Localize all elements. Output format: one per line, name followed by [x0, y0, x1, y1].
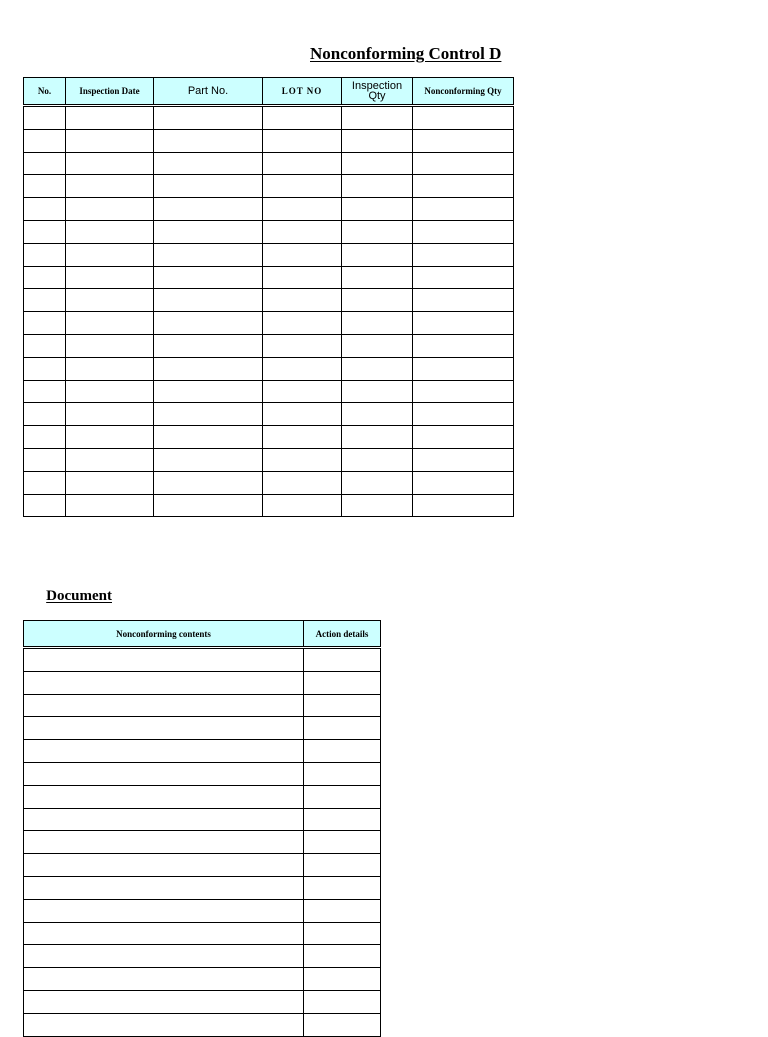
table-cell[interactable] — [342, 129, 413, 152]
table-cell[interactable] — [342, 426, 413, 449]
table-row — [24, 175, 514, 198]
table-cell[interactable] — [66, 312, 154, 335]
table-row — [24, 243, 514, 266]
table-cell[interactable] — [304, 648, 381, 672]
table-cell[interactable] — [413, 357, 514, 380]
table-cell[interactable] — [413, 220, 514, 243]
table-cell[interactable] — [24, 220, 66, 243]
table-cell[interactable] — [24, 471, 66, 494]
table-cell[interactable] — [263, 289, 342, 312]
table-row — [24, 471, 514, 494]
table-cell[interactable] — [154, 243, 263, 266]
table-cell[interactable] — [342, 312, 413, 335]
table-cell[interactable] — [154, 494, 263, 517]
table-cell[interactable] — [263, 357, 342, 380]
table-cell[interactable] — [24, 266, 66, 289]
table-cell[interactable] — [24, 648, 304, 672]
table-row — [24, 968, 381, 991]
table-row — [24, 403, 514, 426]
table-cell[interactable] — [263, 175, 342, 198]
table-cell[interactable] — [66, 175, 154, 198]
table-cell[interactable] — [342, 266, 413, 289]
table-cell[interactable] — [154, 312, 263, 335]
table-row — [24, 740, 381, 763]
table-cell[interactable] — [263, 129, 342, 152]
table-cell[interactable] — [342, 175, 413, 198]
table-cell[interactable] — [24, 448, 66, 471]
table-cell[interactable] — [24, 106, 66, 130]
table-cell[interactable] — [154, 448, 263, 471]
table-cell[interactable] — [66, 494, 154, 517]
table-cell[interactable] — [413, 266, 514, 289]
table-cell[interactable] — [263, 448, 342, 471]
table-cell[interactable] — [24, 717, 304, 740]
table-row — [24, 945, 381, 968]
table-cell[interactable] — [24, 403, 66, 426]
table-cell[interactable] — [24, 426, 66, 449]
table-cell[interactable] — [154, 289, 263, 312]
table-cell[interactable] — [154, 175, 263, 198]
table-cell[interactable] — [342, 448, 413, 471]
table-cell[interactable] — [66, 334, 154, 357]
table-cell[interactable] — [66, 471, 154, 494]
table-cell[interactable] — [342, 357, 413, 380]
table-cell[interactable] — [24, 243, 66, 266]
table-cell[interactable] — [24, 175, 66, 198]
table-cell[interactable] — [263, 380, 342, 403]
table-cell[interactable] — [342, 289, 413, 312]
table-cell[interactable] — [304, 762, 381, 785]
table-cell[interactable] — [413, 312, 514, 335]
table-cell[interactable] — [304, 899, 381, 922]
table-cell[interactable] — [413, 334, 514, 357]
table-cell[interactable] — [66, 129, 154, 152]
table-cell[interactable] — [24, 671, 304, 694]
table-cell[interactable] — [304, 740, 381, 763]
table-cell[interactable] — [304, 945, 381, 968]
table-cell[interactable] — [342, 334, 413, 357]
table-row — [24, 694, 381, 717]
table-cell[interactable] — [413, 198, 514, 221]
table-cell[interactable] — [24, 494, 66, 517]
table-cell[interactable] — [413, 152, 514, 175]
table-cell[interactable] — [66, 220, 154, 243]
table-cell[interactable] — [154, 403, 263, 426]
table-cell[interactable] — [154, 380, 263, 403]
table-row — [24, 266, 514, 289]
table-cell[interactable] — [66, 243, 154, 266]
table-cell[interactable] — [66, 380, 154, 403]
header-row — [24, 78, 514, 106]
table-row — [24, 106, 514, 130]
table-cell[interactable] — [24, 1013, 304, 1036]
table-cell[interactable] — [66, 106, 154, 130]
table-cell[interactable] — [342, 403, 413, 426]
column-header-part-no: Part No. — [154, 78, 263, 106]
table-row — [24, 785, 381, 808]
table-cell[interactable] — [24, 357, 66, 380]
table-cell[interactable] — [413, 426, 514, 449]
column-header-no: No. — [24, 78, 66, 106]
table-cell[interactable] — [24, 876, 304, 899]
section-title-clip — [22, 588, 112, 610]
table-cell[interactable] — [24, 854, 304, 877]
table-cell[interactable] — [66, 289, 154, 312]
table-cell[interactable] — [263, 106, 342, 130]
table-row — [24, 671, 381, 694]
table-cell[interactable] — [413, 175, 514, 198]
table-row — [24, 289, 514, 312]
table-cell[interactable] — [24, 785, 304, 808]
table-row — [24, 357, 514, 380]
table-cell[interactable] — [304, 671, 381, 694]
table-row — [24, 854, 381, 877]
column-header-lot-no: LOT NO — [263, 78, 342, 106]
table-cell[interactable] — [154, 426, 263, 449]
table-cell[interactable] — [304, 990, 381, 1013]
table-cell[interactable] — [342, 380, 413, 403]
table-row — [24, 899, 381, 922]
table-cell[interactable] — [304, 1013, 381, 1036]
table-row — [24, 494, 514, 517]
nonconforming-detail-table — [23, 620, 381, 1037]
table-row — [24, 831, 381, 854]
table-cell[interactable] — [413, 289, 514, 312]
table-row — [24, 380, 514, 403]
table-cell[interactable] — [24, 198, 66, 221]
table-cell[interactable] — [263, 198, 342, 221]
column-header-inspection-qty: Inspection Qty — [342, 78, 413, 106]
table-row — [24, 876, 381, 899]
table-cell[interactable] — [154, 106, 263, 130]
table-cell[interactable] — [413, 106, 514, 130]
column-header-nonconforming-qty: Nonconforming Qty — [413, 78, 514, 106]
table-row — [24, 152, 514, 175]
table-cell[interactable] — [263, 152, 342, 175]
table-cell[interactable] — [342, 152, 413, 175]
table-cell[interactable] — [24, 762, 304, 785]
column-header-nonconforming-contents: Nonconforming contents — [24, 621, 304, 648]
table-cell[interactable] — [413, 403, 514, 426]
table-row — [24, 220, 514, 243]
table-cell[interactable] — [66, 198, 154, 221]
table-cell[interactable] — [24, 312, 66, 335]
table-cell[interactable] — [304, 694, 381, 717]
table-cell[interactable] — [24, 990, 304, 1013]
table-cell[interactable] — [66, 357, 154, 380]
table-cell[interactable] — [24, 152, 66, 175]
nonconforming-control-table — [23, 77, 514, 517]
table-cell[interactable] — [154, 471, 263, 494]
table-cell[interactable] — [263, 426, 342, 449]
table-cell[interactable] — [24, 694, 304, 717]
header-row — [24, 621, 381, 648]
table-cell[interactable] — [24, 334, 66, 357]
table-row — [24, 426, 514, 449]
table-cell[interactable] — [24, 945, 304, 968]
table-cell[interactable] — [413, 243, 514, 266]
table-cell[interactable] — [413, 448, 514, 471]
table-cell[interactable] — [24, 831, 304, 854]
table-row — [24, 808, 381, 831]
table-cell[interactable] — [342, 494, 413, 517]
table-cell[interactable] — [24, 968, 304, 991]
table-cell[interactable] — [342, 471, 413, 494]
table-cell[interactable] — [263, 243, 342, 266]
table-cell[interactable] — [342, 220, 413, 243]
table-cell[interactable] — [66, 448, 154, 471]
table-cell[interactable] — [154, 129, 263, 152]
table-cell[interactable] — [24, 808, 304, 831]
table-cell[interactable] — [413, 129, 514, 152]
table-row — [24, 922, 381, 945]
table-row — [24, 1013, 381, 1036]
table-cell[interactable] — [304, 808, 381, 831]
table-cell[interactable] — [66, 152, 154, 175]
column-header-inspection-date: Inspection Date — [66, 78, 154, 106]
table-cell[interactable] — [263, 471, 342, 494]
table-cell[interactable] — [304, 854, 381, 877]
table-row — [24, 717, 381, 740]
document-title: Nonconforming Control D — [310, 44, 502, 63]
table-cell[interactable] — [154, 334, 263, 357]
table-cell[interactable] — [413, 380, 514, 403]
table-cell[interactable] — [304, 968, 381, 991]
table-row — [24, 762, 381, 785]
table-cell[interactable] — [263, 494, 342, 517]
table-cell[interactable] — [24, 129, 66, 152]
table-cell[interactable] — [304, 785, 381, 808]
table-cell[interactable] — [263, 312, 342, 335]
table-cell[interactable] — [24, 922, 304, 945]
table-row — [24, 448, 514, 471]
table-cell[interactable] — [342, 243, 413, 266]
table-cell[interactable] — [154, 357, 263, 380]
table-cell[interactable] — [263, 266, 342, 289]
table-cell[interactable] — [413, 494, 514, 517]
table-cell[interactable] — [304, 922, 381, 945]
column-header-action-details: Action details — [304, 621, 381, 648]
table-cell[interactable] — [304, 876, 381, 899]
table-row — [24, 334, 514, 357]
table-cell[interactable] — [263, 220, 342, 243]
section-title: Document — [46, 588, 112, 604]
table-cell[interactable] — [154, 198, 263, 221]
table-cell[interactable] — [66, 403, 154, 426]
table-cell[interactable] — [304, 831, 381, 854]
table-row — [24, 648, 381, 672]
table-cell[interactable] — [154, 220, 263, 243]
table-cell[interactable] — [24, 899, 304, 922]
table-cell[interactable] — [263, 334, 342, 357]
table-row — [24, 312, 514, 335]
table-cell[interactable] — [24, 289, 66, 312]
table-cell[interactable] — [304, 717, 381, 740]
table-cell[interactable] — [342, 198, 413, 221]
table-cell[interactable] — [24, 740, 304, 763]
table-row — [24, 198, 514, 221]
table-cell[interactable] — [413, 471, 514, 494]
table-row — [24, 990, 381, 1013]
table-row — [24, 129, 514, 152]
table-cell[interactable] — [154, 152, 263, 175]
table-cell[interactable] — [66, 266, 154, 289]
table-cell[interactable] — [66, 426, 154, 449]
table-cell[interactable] — [342, 106, 413, 130]
table-cell[interactable] — [154, 266, 263, 289]
table-cell[interactable] — [263, 403, 342, 426]
table-cell[interactable] — [24, 380, 66, 403]
